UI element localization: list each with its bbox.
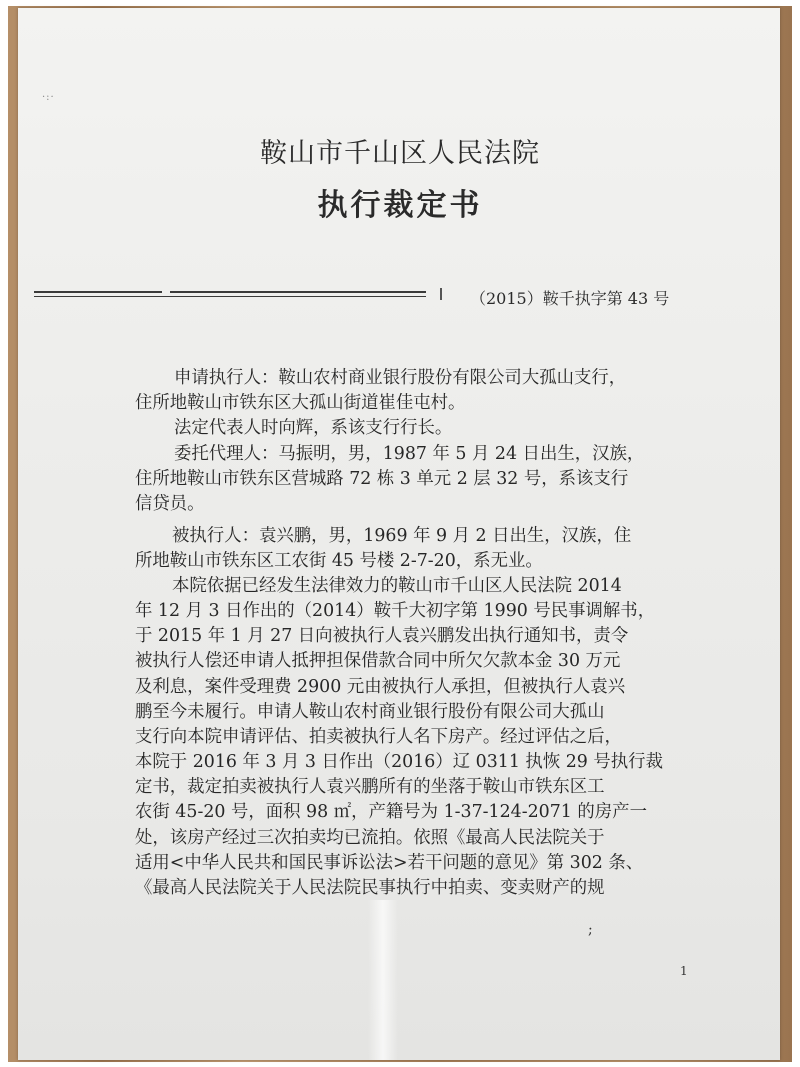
header-rule — [170, 291, 220, 293]
paper-fold — [368, 900, 398, 1060]
document-title: 执行裁定书 — [317, 188, 483, 223]
body-line: 被执行人：袁兴鹏，男，1969 年 9 月 2 日出生，汉族，住 — [172, 526, 632, 546]
body-line: 被执行人偿还申请人抵押担保借款合同中所欠欠款本金 30 万元 — [135, 651, 621, 671]
body-line: 申请执行人：鞍山农村商业银行股份有限公司大孤山支行， — [174, 368, 627, 388]
body-line: 委托代理人：马振明，男，1987 年 5 月 24 日出生，汉族， — [174, 444, 645, 464]
court-name: 鞍山市千山区人民法院 — [260, 138, 540, 169]
body-line: 法定代表人时向辉，系该支行行长。 — [174, 418, 453, 438]
body-line: 本院依据已经发生法律效力的鞍山市千山区人民法院 2014 — [172, 576, 622, 596]
body-line: 住所地鞍山市铁东区大孤山街道崔佳屯村。 — [135, 393, 466, 413]
body-line: 及利息，案件受理费 2900 元由被执行人承担，但被执行人袁兴 — [135, 677, 626, 697]
case-number: （2015）鞍千执字第 43 号 — [470, 289, 670, 308]
body-line: 支行向本院申请评估、拍卖被执行人名下房产。经过评估之后， — [135, 727, 622, 747]
body-line: 适用<中华人民共和国民事诉讼法>若干问题的意见》第 302 条、 — [135, 853, 644, 873]
header-rule — [220, 291, 426, 293]
body-line: 住所地鞍山市铁东区营城路 72 栋 3 单元 2 层 32 号，系该支行 — [135, 469, 629, 489]
body-line: 本院于 2016 年 3 月 3 日作出（2016）辽 0311 执恢 29 号执行裁 — [135, 752, 663, 772]
header-rule — [34, 296, 426, 297]
body-line: 所地鞍山市铁东区工农街 45 号楼 2-7-20，系无业。 — [135, 551, 543, 571]
body-line: 年 12 月 3 日作出的（2014）鞍千大初字第 1990 号民事调解书， — [135, 601, 656, 621]
body-line: 鹏至今未履行。申请人鞍山农村商业银行股份有限公司大孤山 — [135, 702, 605, 722]
body-line: 于 2015 年 1 月 27 日向被执行人袁兴鹏发出执行通知书，责令 — [135, 626, 629, 646]
body-line: 《最高人民法院关于人民法院民事执行中拍卖、变卖财产的规 — [135, 878, 605, 898]
body-line: 定书，裁定拍卖被执行人袁兴鹏所有的坐落于鞍山市铁东区工 — [135, 777, 605, 797]
body-line: 信贷员。 — [135, 494, 205, 514]
ink-mark: ; — [588, 922, 593, 938]
page-number: 1 — [680, 964, 688, 978]
body-line: 农街 45-20 号，面积 98 ㎡，产籍号为 1-37-124-2071 的房产一 — [135, 802, 647, 822]
header-rule — [34, 291, 162, 293]
header-mark — [440, 288, 450, 300]
body-line: 处，该房产经过三次拍卖均已流拍。依照《最高人民法院关于 — [135, 828, 605, 848]
paper-speck: ·:· — [42, 92, 55, 103]
